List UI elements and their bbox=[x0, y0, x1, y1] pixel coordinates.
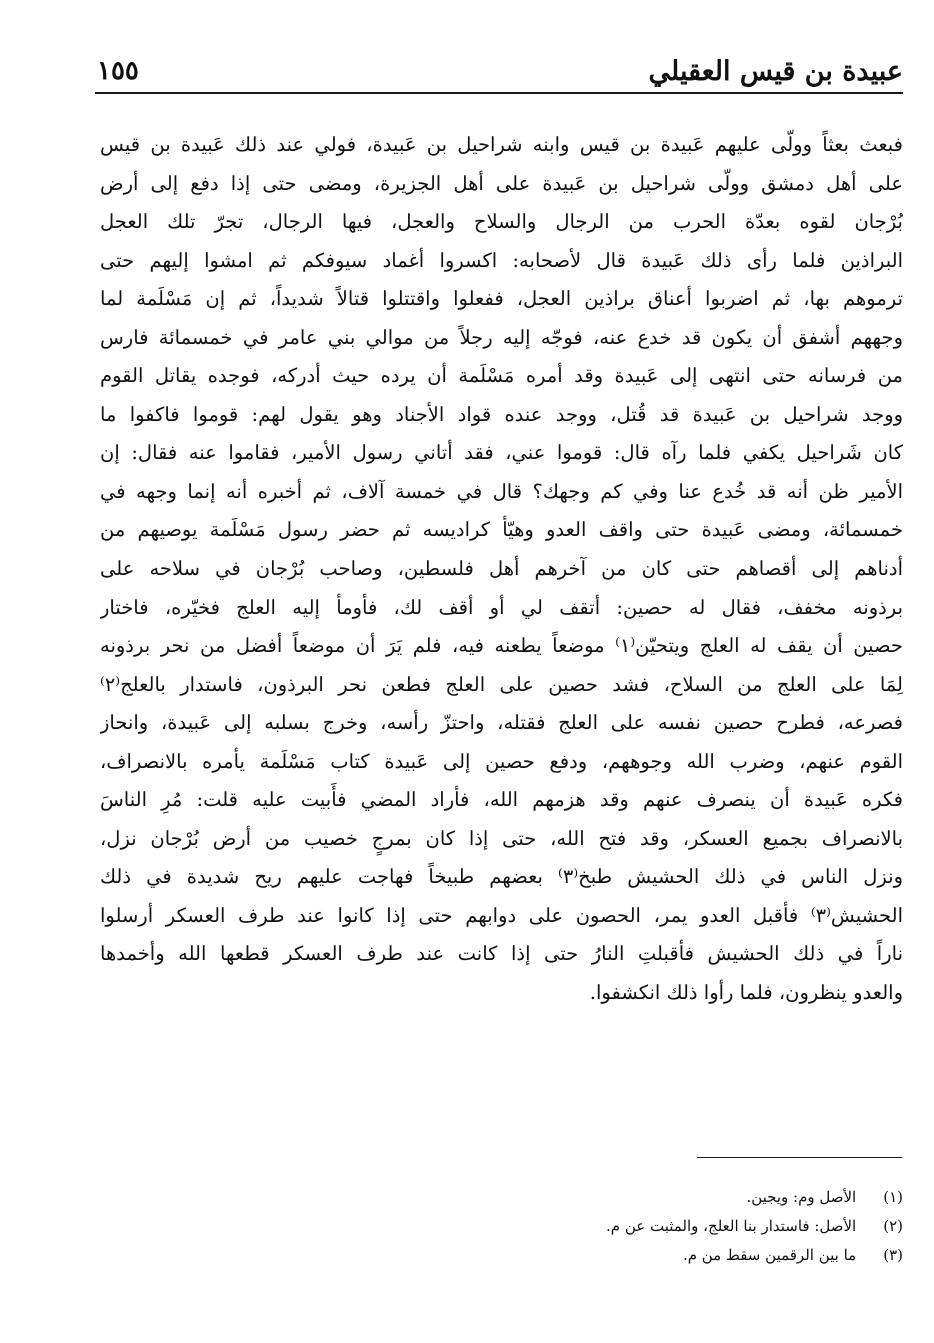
body-line: وجههم أشفق أن يكون قد خدع عنه، فوجّه إليه رجلاً من موالي بني عامر في خمسمائة فارس bbox=[100, 325, 903, 349]
footnote-text: ما بين الرقمين سقط من م. bbox=[682, 1246, 857, 1264]
body-line: ترموهم بها، ثم اضربوا أعناق براذين العجل، ففعلوا واقتتلوا قتالاً شديداً، ثم إن مَسْلَمة لما bbox=[100, 287, 903, 311]
footnote bbox=[300, 1241, 903, 1270]
body-line: البراذين فلما رأى ذلك عَبيدة قال لأصحابه: اكسروا أغماد سيوفكم ثم امشوا إليهم حتى bbox=[100, 248, 903, 272]
body-text bbox=[100, 126, 903, 1013]
body-line: فكره عَبيدة أن ينصرف عنهم وقد هزمهم الله، فأراد المضي فأَبيت عليه قلت: مُرِ الناسَ bbox=[100, 788, 903, 812]
body-line: والعدو ينظرون، فلما رأوا ذلك انكشفوا. bbox=[589, 981, 903, 1005]
body-line: كان شَراحيل يكفي فلما رآه قال: قوموا عني، فقد أتاني رسول الأمير، فقاموا عنه فقال: إن bbox=[100, 441, 903, 465]
footnote bbox=[300, 1183, 903, 1212]
body-line: ناراً في ذلك الحشيش فأقبلتِ النارُ حتى إذا كانت عند طرف العسكر قطعها الله وأخمدها bbox=[100, 942, 903, 966]
footnote-number: (٣) bbox=[883, 1246, 903, 1264]
body-line: بالانصراف بجميع العسكر، وقد فتح الله، حتى إذا كان بمرجٍ خصيب من أرض بُرْجان نزل، bbox=[100, 826, 903, 850]
body-line: فصرعه، فطرح حصين نفسه على العلج فقتله، واحتزّ رأسه، وخرج بسلبه إلى عَبيدة، وانحاز bbox=[100, 711, 903, 735]
body-line: القوم عنهم، وضرب الله وجوههم، ودفع حصين إلى عَبيدة كتاب مَسْلَمة يأمره بالانصراف، bbox=[100, 749, 903, 773]
body-line: حصين أن يقف له العلج ويتحيّن⁽١⁾ موضعاً يطعنه فيه، فلم يَرَ أن موضعاً أفضل من نحر برذونه bbox=[100, 634, 903, 658]
running-title: عبيدة بن قيس العقيلي bbox=[648, 56, 903, 87]
footnotes bbox=[300, 1183, 903, 1270]
body-line: الأمير ظن أنه قد خُدع عنا وفي كم وجهك؟ قال في خمسة آلاف، ثم أخبره أنه إنما وجهه في bbox=[100, 479, 903, 503]
body-line: الحشيش⁽٣⁾ فأقبل العدو يمر، الحصون على دوابهم حتى إذا كانوا عند طرف العسكر أرسلوا bbox=[100, 903, 903, 927]
body-line: من فرسانه حتى انتهى إلى عَبيدة وقد أمره مَسْلَمة أن يرده حيث أدركه، فوجده يقاتل القوم bbox=[100, 364, 903, 388]
body-line: ونزل الناس في ذلك الحشيش طبخ⁽٣⁾ بعضهم طبيخاً فهاجت عليهم ريح شديدة في ذلك bbox=[100, 865, 903, 889]
body-line: فبعث بعثاً وولّى عليهم عَبيدة بن قيس وابنه شراحيل بن عَبيدة، فولي عند ذلك عَبيدة بن قيس bbox=[100, 133, 903, 156]
body-line: برذونه مخفف، فقال له حصين: أتقف لي أو أقف لك، فأومأ إليه العلج فخيّره، فاختار bbox=[100, 595, 903, 619]
body-line: بُرْجان لقوه بعدّة الحرب من الرجال والسلاح والعجل، فيها الرجال، تجرّ تلك العجل bbox=[100, 210, 903, 234]
body-line: أدناهم إلى أقصاهم حتى كان من آخرهم أهل فلسطين، وصاحب بُرْجان في سلاحه على bbox=[100, 557, 903, 581]
body-line: لِمَا على العلج من السلاح، فشد حصين على العلج فطعن نحر البرذون، فاستدار بالعلج⁽٢⁾ bbox=[100, 672, 903, 696]
body-line: على أهل دمشق وولّى شراحيل بن عَبيدة على أهل الجزيرة، ومضى حتى إذا دفع إلى أرض bbox=[100, 171, 903, 195]
page-header bbox=[95, 48, 903, 94]
footnote bbox=[300, 1212, 903, 1241]
footnote-divider bbox=[697, 1157, 902, 1158]
footnote-number: (١) bbox=[883, 1188, 903, 1206]
footnote-text: الأصل وم: ويجين. bbox=[746, 1188, 857, 1206]
footnote-text: الأصل: فاستدار بنا العلج، والمثبت عن م. bbox=[606, 1217, 857, 1235]
page-number: ١٥٥ bbox=[97, 56, 139, 86]
body-line: خمسمائة، ومضى عَبيدة حتى واقف العدو وهيّأ كراديسه ثم حضر رسول مَسْلَمة يوصيهم من bbox=[100, 518, 903, 542]
body-line: ووجد شراحيل بن عَبيدة قد قُتل، ووجد عنده قواد الأجناد وهو يقول لهم: قوموا فاكفوا ما bbox=[100, 402, 903, 426]
footnote-number: (٢) bbox=[883, 1217, 903, 1235]
